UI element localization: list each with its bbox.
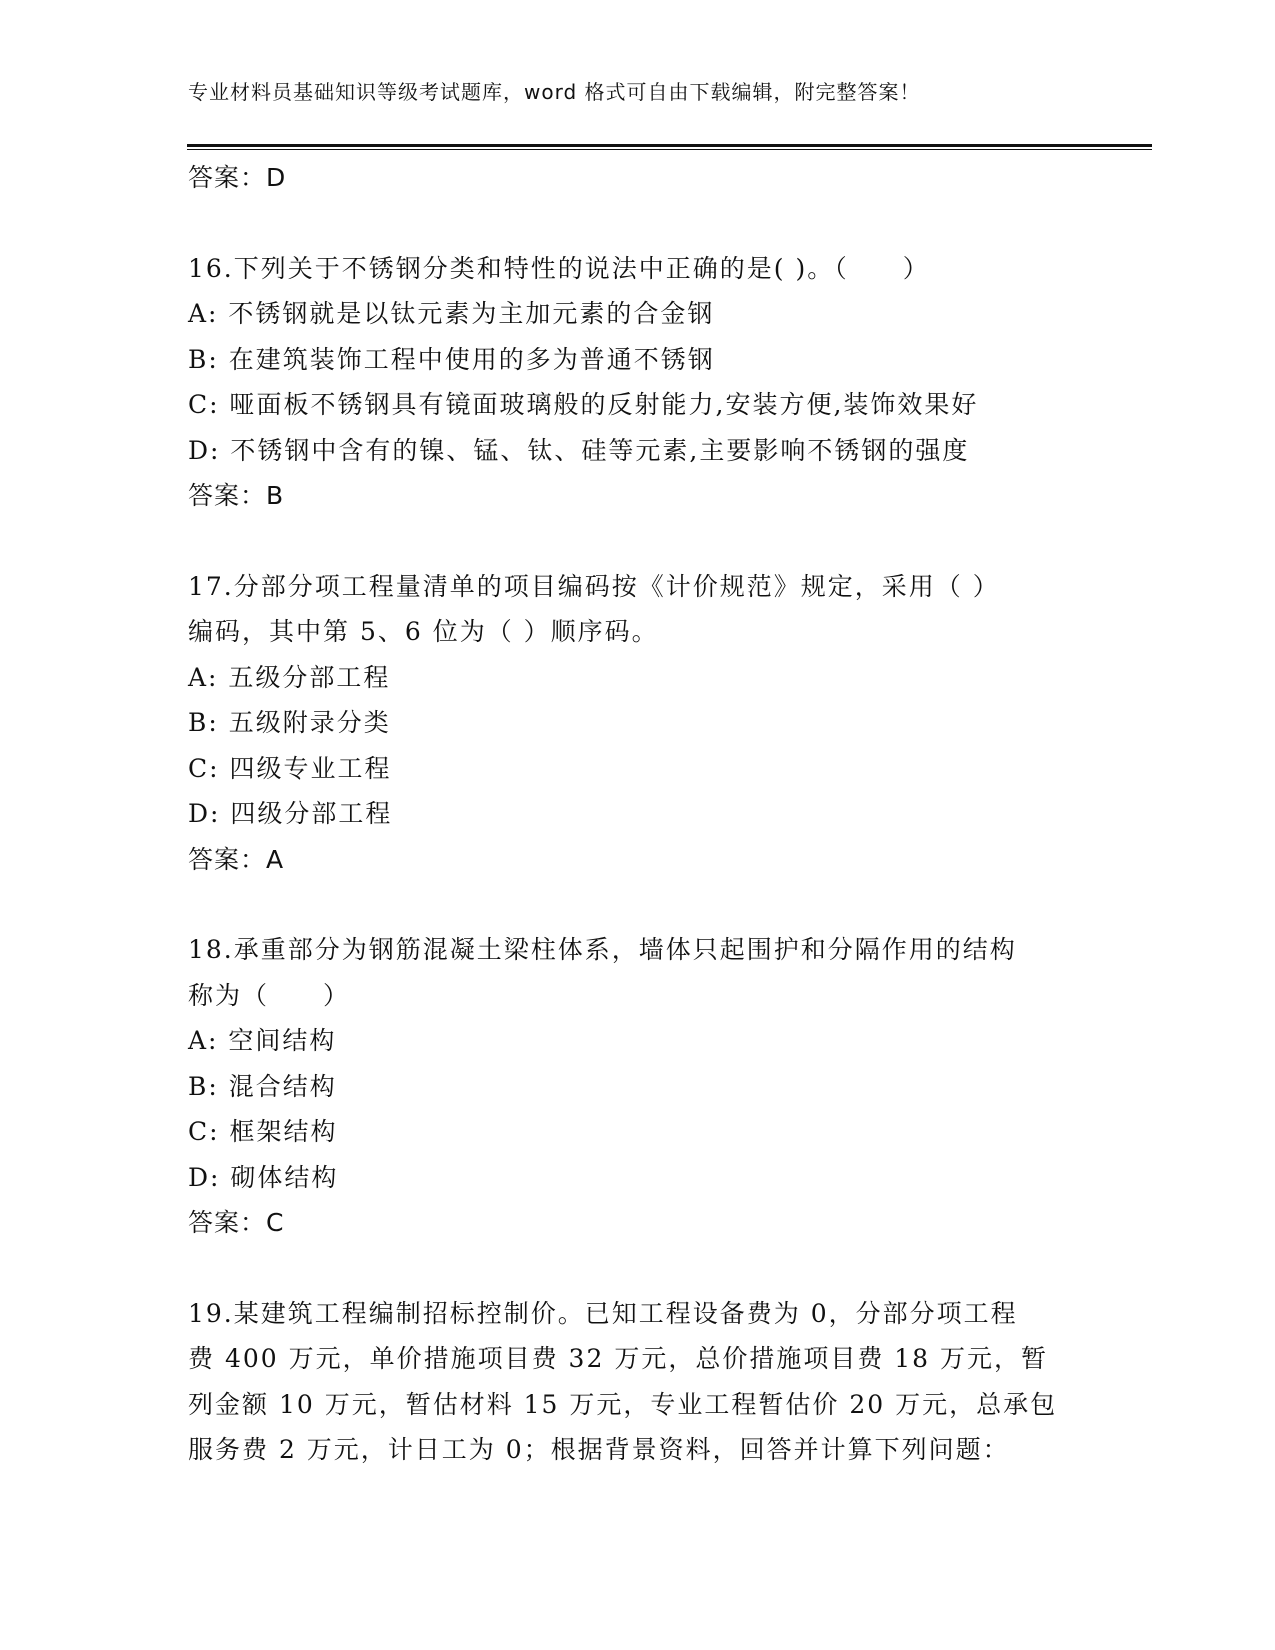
spacer [188,882,1088,927]
question-stem-continued: 服务费 2 万元，计日工为 0；根据背景资料，回答并计算下列问题： [188,1435,1010,1464]
option-d: D: 不锈钢中含有的镍、锰、钛、硅等元素,主要影响不锈钢的强度 [188,435,970,465]
question-18 [188,927,1088,1246]
option-a: A: 不锈钢就是以钛元素为主加元素的合金钢 [188,299,715,328]
option-b: B: 混合结构 [188,1071,337,1101]
question-19 [188,1291,1088,1473]
option-b: B: 在建筑装饰工程中使用的多为普通不锈钢 [188,344,715,374]
answer-line: 答案：D [188,163,287,192]
question-stem: 19.某建筑工程编制招标控制价。已知工程设备费为 0，分部分项工程 [188,1298,1018,1328]
option-b: B: 五级附录分类 [188,708,391,737]
answer-line: 答案：B [188,481,285,510]
spacer [188,201,1088,246]
document-body [188,155,1088,1473]
question-stem-continued: 列金额 10 万元，暂估材料 15 万元，专业工程暂估价 20 万元，总承包 [188,1389,1058,1419]
spacer [188,519,1088,564]
option-a: A: 五级分部工程 [188,662,391,692]
header-rule-thick [187,144,1152,147]
page-header: 专业材料员基础知识等级考试题库，word 格式可自由下载编辑，附完整答案！ [188,80,921,104]
option-d: D: 砌体结构 [188,1162,339,1192]
question-stem-continued: 称为（ ） [188,980,351,1010]
answer-line: 答案：A [188,844,285,874]
question-stem-continued: 费 400 万元，单价措施项目费 32 万元，总价措施项目费 18 万元，暂 [188,1344,1049,1373]
question-17 [188,564,1088,883]
question-stem: 16.下列关于不锈钢分类和特性的说法中正确的是( )。（ ） [188,253,930,283]
option-a: A: 空间结构 [188,1026,337,1055]
option-c: C: 哑面板不锈钢具有镜面玻璃般的反射能力,安装方便,装饰效果好 [188,390,979,419]
question-stem-continued: 编码，其中第 5、6 位为（ ）顺序码。 [188,617,659,646]
answer-line: 答案：C [188,1208,285,1237]
question-stem: 17.分部分项工程量清单的项目编码按《计价规范》规定，采用（ ） [188,571,1000,601]
spacer [188,1246,1088,1291]
option-c: C: 框架结构 [188,1117,338,1146]
option-d: D: 四级分部工程 [188,799,393,828]
header-rule-thin [187,149,1152,150]
question-16 [188,246,1088,519]
question-stem: 18.承重部分为钢筋混凝土梁柱体系，墙体只起围护和分隔作用的结构 [188,935,1017,964]
option-c: C: 四级专业工程 [188,753,392,783]
